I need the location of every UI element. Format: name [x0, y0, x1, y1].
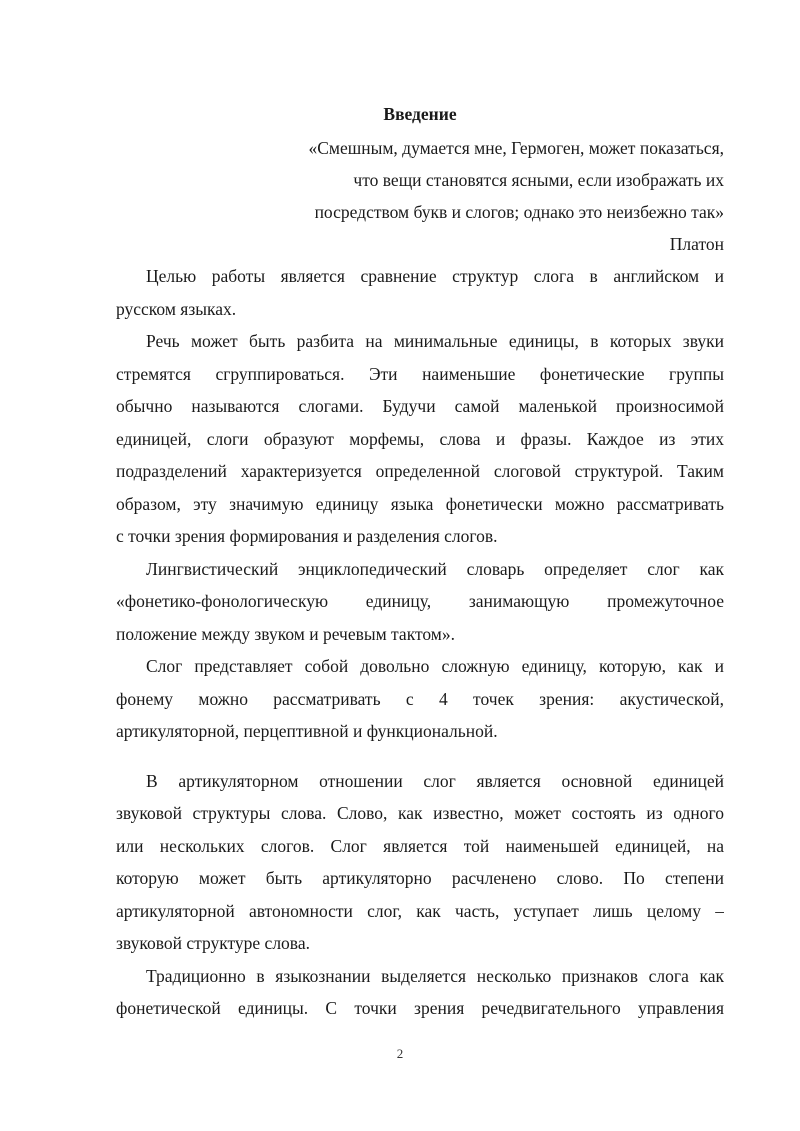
paragraph-spacer [116, 748, 724, 765]
epigraph-line: посредством букв и слогов; однако это неизбежно так» [314, 202, 724, 222]
text-line: которую может быть артикуляторно расчленено слово. По степени [116, 868, 724, 888]
text-line: обычно называются слогами. Будучи самой маленькой произносимой [116, 396, 724, 416]
paragraph [116, 650, 724, 748]
page-number: 2 [396, 1046, 404, 1061]
section-heading: Введение [383, 104, 457, 124]
text-line: образом, эту значимую единицу языка фонетически можно рассматривать [116, 493, 724, 514]
text-line: артикуляторной автономности слог, как часть, уступает лишь целому – [116, 900, 724, 921]
text-line: стремятся сгруппироваться. Эти наименьшие фонетические группы [116, 363, 724, 384]
text-line: звуковой структуры слова. Слово, как известно, может состоять из одного [116, 803, 724, 823]
text-line: Речь может быть разбита на минимальные единицы, в которых звуки [146, 331, 724, 351]
text-line: положение между звуком и речевым тактом». [116, 623, 455, 644]
text-line: звуковой структуре слова. [116, 933, 310, 953]
epigraph-author: Платон [669, 234, 724, 254]
document-page [116, 100, 724, 1025]
text-line: Традиционно в языкознании выделяется несколько признаков слога как [146, 965, 724, 986]
paragraph [116, 553, 724, 651]
paragraph [116, 325, 724, 553]
text-line: фонетической единицы. С точки зрения речедвигательного управления [116, 998, 724, 1018]
text-line: «фонетико-фонологическую единицу, занимающую промежуточное [116, 591, 724, 611]
text-line: В артикуляторном отношении слог является основной единицей [146, 770, 724, 791]
text-line: или нескольких слогов. Слог является той наименьшей единицей, на [116, 835, 724, 856]
paragraph [116, 765, 724, 960]
paragraph [116, 960, 724, 1025]
paragraph [116, 260, 724, 325]
text-line: единицей, слоги образуют морфемы, слова и фразы. Каждое из этих [116, 428, 724, 449]
text-line: фонему можно рассматривать с 4 точек зрения: акустической, [116, 688, 724, 709]
text-line: Слог представляет собой довольно сложную единицу, которую, как и [146, 656, 724, 676]
epigraph-line: что вещи становятся ясными, если изображать их [353, 170, 724, 190]
text-line: подразделений характеризуется определенной слоговой структурой. Таким [116, 461, 724, 481]
text-line: с точки зрения формирования и разделения слогов. [116, 526, 498, 546]
text-line: Целью работы является сравнение структур слога в английском и [146, 266, 724, 286]
epigraph [116, 132, 724, 260]
text-line: артикуляторной, перцептивной и функциональной. [116, 721, 498, 741]
epigraph-line: «Смешным, думается мне, Гермоген, может показаться, [308, 138, 724, 158]
text-line: русском языках. [116, 298, 237, 319]
text-line: Лингвистический энциклопедический словарь определяет слог как [146, 558, 724, 579]
